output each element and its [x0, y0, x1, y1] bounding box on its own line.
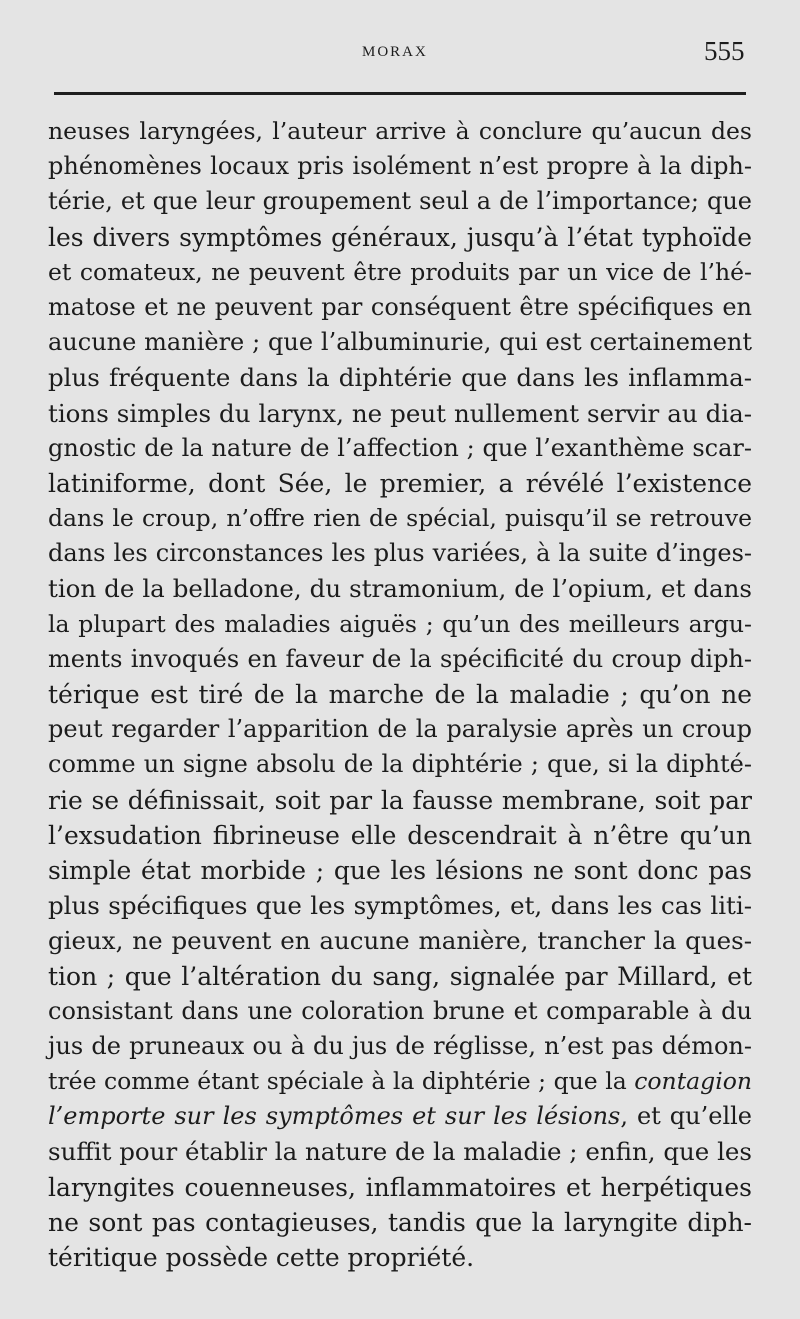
line-text: suffit pour établir la nature de la maladie ; enfin, que les	[48, 1137, 752, 1167]
line-text: dans les circonstances les plus variées, à la suite d’inges-	[48, 539, 752, 568]
line-text: rie se définissait, soit par la fausse membrane, soit par	[48, 785, 752, 815]
text-line	[48, 888, 752, 923]
text-line	[48, 747, 752, 782]
line-text: gnostic de la nature de l’affection ; que l’exanthème scar-	[48, 433, 752, 462]
line-text: matose et ne peuvent par conséquent être spécifiques en	[48, 292, 752, 321]
line-text: l’exsudation fibrineuse elle descendrait à n’être qu’un	[48, 820, 752, 850]
text-line	[48, 677, 752, 712]
line-text: dans le croup, n’offre rien de spécial, puisqu’il se retrouve	[48, 504, 752, 533]
text-line	[48, 1170, 752, 1205]
line-text: laryngites couenneuses, inflammatoires et herpétiques	[48, 1172, 752, 1202]
line-text: plus spécifiques que les symptômes, et, dans les cas liti-	[48, 891, 752, 921]
text-line	[48, 959, 752, 994]
line-text: aucune manière ; que l’albuminurie, qui est certainement	[48, 328, 752, 357]
text-line	[48, 571, 752, 606]
body-text	[48, 114, 752, 1275]
line-text: comme un signe absolu de la diphtérie ; que, si la diphté-	[48, 750, 752, 779]
text-line	[48, 184, 752, 219]
line-text: ments invoqués en faveur de la spécificité du croup diph-	[48, 644, 752, 673]
text-line	[48, 360, 752, 395]
italic-text: l’emporte sur les symptômes et sur les lésions	[48, 1102, 621, 1131]
line-text: tions simples du larynx, ne peut nullement servir au dia-	[48, 398, 752, 428]
line-text: neuses laryngées, l’auteur arrive à conclure qu’aucun des	[48, 117, 752, 145]
line-text: trée comme étant spéciale à la diphtérie ; que la	[48, 1067, 635, 1096]
text-line	[48, 1205, 752, 1240]
text-line	[48, 396, 752, 431]
text-line	[48, 783, 752, 818]
text-line	[48, 1064, 752, 1099]
line-text: latiniforme, dont Sée, le premier, a révélé l’existence	[48, 468, 752, 498]
text-line	[48, 466, 752, 501]
text-line	[48, 1099, 752, 1134]
line-text: peut regarder l’apparition de la paralysie après un croup	[48, 715, 752, 744]
text-line	[48, 325, 752, 360]
line-text: térique est tiré de la marche de la maladie ; qu’on ne	[48, 680, 752, 709]
italic-text: contagion	[634, 1067, 752, 1096]
line-text: plus fréquente dans la diphtérie que dans les inflamma-	[48, 363, 752, 393]
line-text: téritique possède cette propriété.	[48, 1243, 475, 1272]
line-text: simple état morbide ; que les lésions ne sont donc pas	[48, 855, 752, 885]
text-line	[48, 712, 752, 747]
text-line	[48, 642, 752, 677]
text-line	[48, 994, 752, 1029]
text-line-last	[48, 1240, 752, 1275]
text-line	[48, 255, 752, 290]
line-text: la plupart des maladies aiguës ; qu’un des meilleurs argu-	[48, 609, 752, 638]
line-text: tion ; que l’altération du sang, signalée par Millard, et	[48, 961, 752, 991]
line-text: , et qu’elle	[620, 1102, 752, 1131]
text-line	[48, 1134, 752, 1169]
line-text: les divers symptômes généraux, jusqu’à l’état typhoïde	[48, 222, 752, 252]
text-line	[48, 923, 752, 958]
page-header	[0, 36, 800, 76]
line-text: térie, et que leur groupement seul a de l’importance; que	[48, 187, 752, 216]
text-line	[48, 290, 752, 325]
line-text: consistant dans une coloration brune et comparable à du	[48, 996, 752, 1025]
text-line	[48, 114, 752, 149]
line-text: phénomènes locaux pris isolément n’est propre à la diph-	[48, 152, 752, 181]
text-line	[48, 853, 752, 888]
text-line	[48, 536, 752, 571]
text-line	[48, 607, 752, 642]
header-rule	[54, 92, 746, 95]
text-line	[48, 149, 752, 184]
text-line	[48, 1029, 752, 1064]
line-text: ne sont pas contagieuses, tandis que la laryngite diph-	[48, 1207, 752, 1237]
line-text: gieux, ne peuvent en aucune manière, trancher la ques-	[48, 926, 752, 956]
line-text: et comateux, ne peuvent être produits par un vice de l’hé-	[48, 257, 752, 286]
text-line	[48, 220, 752, 255]
line-text: tion de la belladone, du stramonium, de l’opium, et dans	[48, 574, 752, 604]
text-line	[48, 501, 752, 536]
line-text: jus de pruneaux ou à du jus de réglisse, n’est pas démon-	[48, 1031, 752, 1060]
page-number: 555	[704, 36, 745, 66]
text-line	[48, 818, 752, 853]
text-line	[48, 431, 752, 466]
running-head: MORAX	[362, 44, 428, 60]
